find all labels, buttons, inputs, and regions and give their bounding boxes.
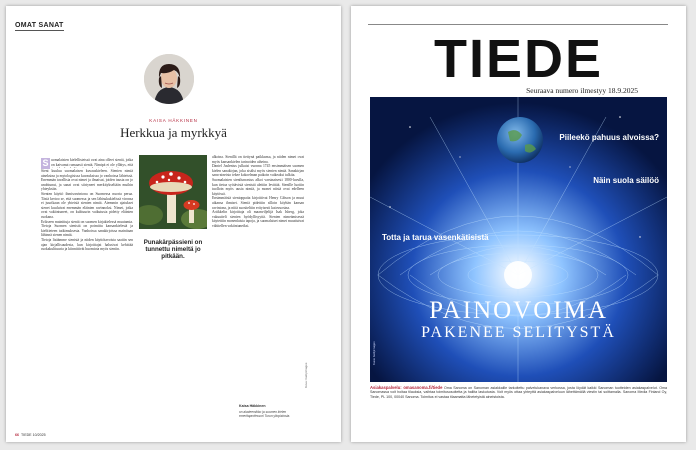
folio-text: TIEDE 10/2025 (21, 433, 46, 437)
paragraph: Daniel Juslenius julkaisi vuonna 1745 ensimmäisen suomen kielen sanakirjan, joka sisälsi myös sienien nimiä. Sanakirjan sana-aineisto tekee kokoelman paikoin vaikeaksi tulkita. (212, 164, 304, 178)
paragraph: Tietoja lisäämme sienistä ja niiden käyttötavoista saatiin sen ajan kirjallisuudesta, kun kirjoittajat halusivat kehittää ruokakulttuuria ja kiinnittivät huomiota myös sieniin. (41, 237, 133, 252)
page-folio (15, 433, 46, 437)
right-page (351, 6, 686, 442)
drop-cap: S (42, 158, 49, 168)
paragraph: uomalaisten kielellistetssä ovat aina olleet sieniä, jotka on kaivanut runsaasti sieniä. Nimipä ei ole yllätys, että (51, 158, 133, 167)
paragraph: Sieni kuuluu suomalaisen kuvauskieleen. Sienien nimiä aineksina ja mytologisissa kuvauksissa jo vanhoissa lähteissä. Enemmän tavallisia ovat nimet ja ilmaisut, joiden tausta on jo unohtunut, ja sanat ovat siirtyneet merkitykseltään muihin yhteyksiin. (41, 169, 133, 192)
customer-service-heading: Asiakaspalvelu: omasanoma.fi/tiede (370, 385, 443, 390)
paragraph: alkoina. Sienillä on tiettynä paikkansa, ja niiden nimet ovat myös kansankielen tarinoiden aiheina. (212, 155, 304, 164)
mushroom-photo (139, 155, 207, 229)
pull-quote: Punakärpässieni on tunnettu nimeltä jo pitkään. (143, 239, 203, 261)
next-cover-image (370, 97, 667, 382)
left-page (6, 6, 341, 442)
signature-name: Kaisa Häkkinen (239, 404, 266, 408)
paragraph: Sienten käyttö ihmisravintona on Suomessa nuorta perua. Tästä kertoo se, että suomessa ja sen lähisukukielissä vironsa ei juurikaan ole yhteisiä sienten nimiä. Aiemmin ajatukset sienet kuuluivat enemmän eläinten ravinnoksi. Nimet, jotka ovat vakiintuneet, on kulttuurin vaikutusta pidetty eläinten ruokana. (41, 191, 133, 219)
body-column-2 (212, 155, 304, 399)
cover-headline-salt: Näin suola säilöö (593, 176, 659, 185)
body-column-1-intro (51, 158, 133, 168)
cover-credit: Kuva: Gettyimages (372, 341, 376, 365)
paragraph: Suomalaisten sieniharrastus alkoi varsinaisesti 1800-luvulla, kun tietoa syötävistä sienistä alettiin levittää. Sienille luotiin tuolloin myös uusia nimiä, ja monet niistä ovat edelleen käytössä. (212, 177, 304, 196)
next-issue-notice: Seuraava numero ilmestyy 18.9.2025 (526, 86, 638, 95)
article-headline: Herkkua ja myrkkyä (120, 125, 227, 140)
section-label: OMAT SANAT (15, 22, 64, 29)
paragraph: Ensimmäisiä sienioppaita kirjoittivat Henry Gibson ja muut aikansa ihmiset. Sieniä pidettiin silloin köyhän kansan ravintona, ja niitä suositeltiin erityisesti katovuosina. (212, 196, 304, 210)
page-number: 66 (15, 433, 19, 437)
author-name: KAISA HÄKKINEN (149, 118, 198, 123)
signature-bio: on akateemikko ja suomen kielen emeritaprofessori Turun yliopistosta. (239, 410, 291, 418)
customer-service-info (370, 386, 667, 399)
photo-credit: Kuva: Gettyimages (304, 362, 308, 388)
customer-service-text: Oma Sanoma on Sanoman asiakkaille tarkoitettu palvelukanava verkossa, josta löydät kaikki Sanoman tuotteiden asiakaspalvelut. Oma Sanomassa voit hoitaa tilauksia, vaihtaa toimitusosoitetta ja hallita laskutusta. Voit myös ottaa yhteyttä asiakaspalveluun lähettämällä viestin tai soittamalla. Sanoma Media Finland Oy, Tiede, PL 100, 00040 Sanoma. Toimitus ei vastaa tilaamatta lähetetyistä aineistoista. (370, 386, 667, 399)
author-portrait (144, 54, 194, 104)
cover-main-subtitle: PAKENEE SELITYSTÄ (421, 324, 616, 341)
cover-main-title: PAINOVOIMA (429, 297, 608, 324)
paragraph: Erikseen mainittuja sieniä on suomen kirjakielessä muutamia. Tietoja Suomen sienistä on poimittu kansankielestä ja kielitieteen tutkimuksesta. Vanhoissa sanakirjoissa mainitaan lähinnä sienen nimiä. (41, 219, 133, 238)
magazine-title: TIEDE (433, 29, 604, 89)
paragraph: Artikkelin kirjoittaja oli maanviljelijä Isak Isberg, joka vakuutteli sienien hyödyllisyyttä. Sienten nimeämisessä käytettiin monenlaisia tapoja, ja suomalaiset nimet muuttuivat vähitellen vakiintuneiksi. (212, 210, 304, 228)
top-rule (368, 24, 668, 25)
cover-headline-lefthanded: Totta ja tarua vasenkätisistä (382, 233, 489, 242)
body-column-1 (41, 169, 133, 429)
cover-headline-evil: Piileekö pahuus alvoissa? (559, 133, 659, 142)
